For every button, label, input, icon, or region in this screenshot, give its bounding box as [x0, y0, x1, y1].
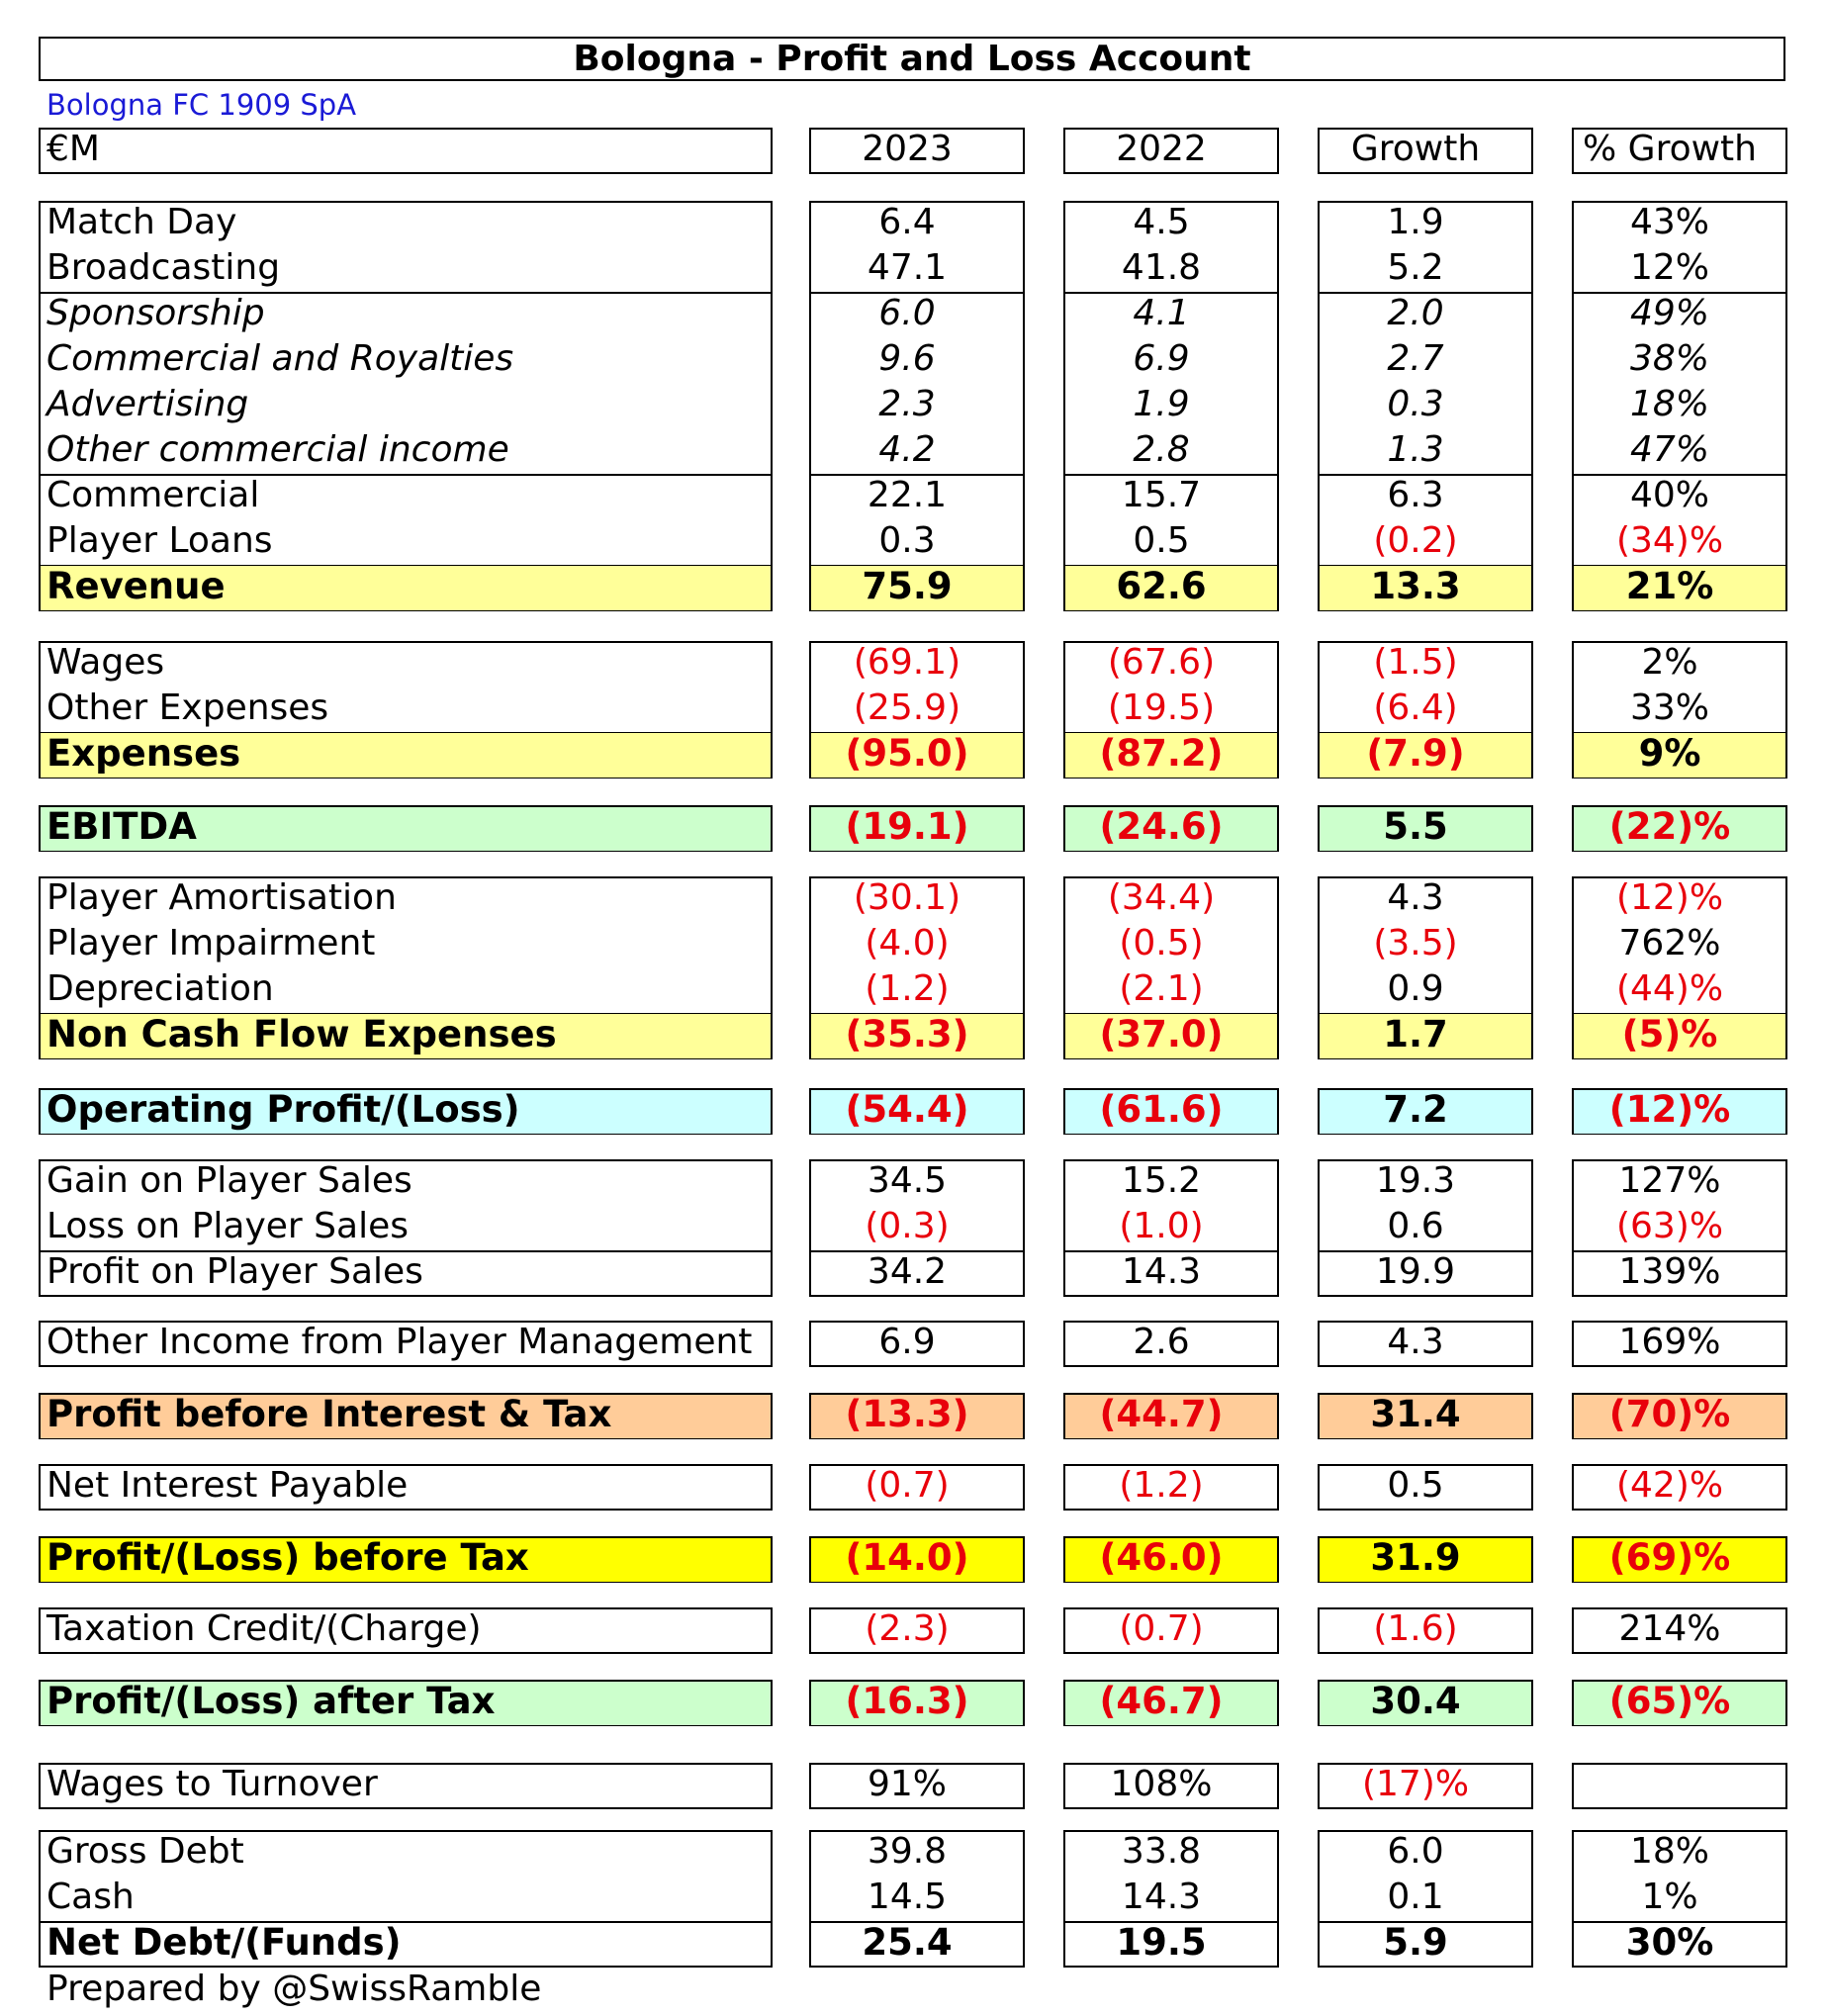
- cell-sponsorship-growth: 49%: [1629, 293, 1709, 333]
- cell-profit-before-interest-tax-growth: 31.4: [1370, 1393, 1461, 1435]
- row-label-profit-on-player-sales: Profit on Player Sales: [46, 1251, 423, 1292]
- cell-sponsorship-2023: 6.0: [878, 293, 936, 333]
- cell-advertising-2023: 2.3: [878, 384, 936, 424]
- cell-net-interest-payable-growth: (42)%: [1615, 1465, 1724, 1506]
- header-label-box: [39, 128, 773, 174]
- column-header-growth: % Growth: [1583, 129, 1757, 169]
- cell-commercial-and-royalties-growth: 2.7: [1387, 338, 1444, 379]
- cell-commercial-growth: 6.3: [1387, 475, 1444, 515]
- cell-player-impairment-2022: (0.5): [1119, 923, 1204, 963]
- footer-credit: Prepared by @SwissRamble: [46, 1969, 542, 2009]
- cell-loss-on-player-sales-growth: (63)%: [1615, 1206, 1724, 1246]
- row-label-player-loans: Player Loans: [46, 520, 273, 561]
- cell-non-cash-flow-expenses-growth: 1.7: [1383, 1013, 1448, 1055]
- cell-expenses-2023: (95.0): [845, 732, 969, 775]
- cell-revenue-2023: 75.9: [862, 565, 953, 607]
- cell-gross-debt-2023: 39.8: [867, 1831, 948, 1872]
- row-label-cash: Cash: [46, 1877, 135, 1917]
- cell-sponsorship-2022: 4.1: [1133, 293, 1190, 333]
- cell-other-income-from-player-management-growth: 169%: [1618, 1322, 1721, 1362]
- cell-operating-profit-loss-2023: (54.4): [845, 1088, 969, 1131]
- cell-operating-profit-loss-growth: (12)%: [1608, 1088, 1731, 1131]
- row-label-broadcasting: Broadcasting: [46, 247, 281, 288]
- column-header-growth: Growth: [1350, 129, 1481, 169]
- cell-loss-on-player-sales-2022: (1.0): [1119, 1206, 1204, 1246]
- cell-cash-2022: 14.3: [1121, 1877, 1202, 1917]
- cell-ebitda-growth: (22)%: [1608, 805, 1731, 848]
- cell-commercial-2023: 22.1: [867, 475, 948, 515]
- cell-player-impairment-growth: 762%: [1618, 923, 1721, 963]
- row-label-taxation-credit-charge: Taxation Credit/(Charge): [46, 1608, 482, 1649]
- cell-advertising-2022: 1.9: [1133, 384, 1190, 424]
- cell-commercial-and-royalties-2022: 6.9: [1133, 338, 1190, 379]
- page-title: Bologna - Profit and Loss Account: [39, 37, 1785, 81]
- cell-gross-debt-growth: 18%: [1629, 1831, 1709, 1872]
- cell-net-debt-funds-growth: 5.9: [1383, 1921, 1448, 1964]
- row-label-commercial: Commercial: [46, 475, 260, 515]
- cell-profit-loss-after-tax-2023: (16.3): [845, 1680, 969, 1722]
- cell-ebitda-growth: 5.5: [1383, 805, 1448, 848]
- cell-taxation-credit-charge-2023: (2.3): [865, 1608, 950, 1649]
- cell-wages-2023: (69.1): [853, 642, 961, 683]
- currency-label: €M: [46, 129, 100, 169]
- cell-player-amortisation-2022: (34.4): [1107, 877, 1216, 918]
- cell-profit-loss-before-tax-2022: (46.0): [1099, 1536, 1224, 1579]
- cell-profit-loss-after-tax-2022: (46.7): [1099, 1680, 1224, 1722]
- row-label-advertising: Advertising: [46, 384, 249, 424]
- row-label-profit-before-interest-tax: Profit before Interest & Tax: [46, 1393, 612, 1435]
- cell-depreciation-2022: (2.1): [1119, 968, 1204, 1009]
- cell-gain-on-player-sales-growth: 127%: [1618, 1160, 1721, 1201]
- cell-profit-loss-before-tax-2023: (14.0): [845, 1536, 969, 1579]
- cell-expenses-growth: 9%: [1638, 732, 1701, 775]
- cell-player-impairment-growth: (3.5): [1373, 923, 1458, 963]
- cell-depreciation-growth: 0.9: [1387, 968, 1444, 1009]
- cell-profit-on-player-sales-2022: 14.3: [1121, 1251, 1202, 1292]
- cell-net-debt-funds-2023: 25.4: [862, 1921, 953, 1964]
- cell-net-interest-payable-2023: (0.7): [865, 1465, 950, 1506]
- row-label-expenses: Expenses: [46, 732, 241, 775]
- cell-gain-on-player-sales-2023: 34.5: [867, 1160, 948, 1201]
- cell-profit-before-interest-tax-2022: (44.7): [1099, 1393, 1224, 1435]
- cell-broadcasting-2023: 47.1: [867, 247, 948, 288]
- row-label-revenue: Revenue: [46, 565, 226, 607]
- cell-commercial-and-royalties-2023: 9.6: [878, 338, 936, 379]
- cell-revenue-growth: 21%: [1625, 565, 1714, 607]
- cell-revenue-growth: 13.3: [1370, 565, 1461, 607]
- cell-player-amortisation-growth: 4.3: [1387, 877, 1444, 918]
- cell-cash-2023: 14.5: [867, 1877, 948, 1917]
- cell-other-commercial-income-growth: 47%: [1629, 429, 1709, 470]
- row-label-other-income-from-player-management: Other Income from Player Management: [46, 1322, 753, 1362]
- cell-other-expenses-2022: (19.5): [1107, 687, 1216, 728]
- cell-player-amortisation-2023: (30.1): [853, 877, 961, 918]
- cell-cash-growth: 0.1: [1387, 1877, 1444, 1917]
- cell-match-day-2022: 4.5: [1133, 202, 1190, 242]
- cell-operating-profit-loss-2022: (61.6): [1099, 1088, 1224, 1131]
- cell-wages-to-turnover-growth: (17)%: [1361, 1764, 1470, 1804]
- cell-other-commercial-income-growth: 1.3: [1387, 429, 1444, 470]
- row-label-wages: Wages: [46, 642, 165, 683]
- cell-other-income-from-player-management-2023: 6.9: [878, 1322, 936, 1362]
- cell-other-expenses-growth: (6.4): [1373, 687, 1458, 728]
- row-label-net-interest-payable: Net Interest Payable: [46, 1465, 409, 1506]
- row-label-other-commercial-income: Other commercial income: [46, 429, 509, 470]
- cell-sponsorship-growth: 2.0: [1387, 293, 1444, 333]
- cell-player-loans-2023: 0.3: [878, 520, 936, 561]
- cell-wages-to-turnover-2022: 108%: [1110, 1764, 1213, 1804]
- cell-wages-growth: 2%: [1641, 642, 1698, 683]
- cell-loss-on-player-sales-2023: (0.3): [865, 1206, 950, 1246]
- cell-other-commercial-income-2023: 4.2: [878, 429, 936, 470]
- cell-player-loans-2022: 0.5: [1133, 520, 1190, 561]
- cell-match-day-2023: 6.4: [878, 202, 936, 242]
- cell-cash-growth: 1%: [1641, 1877, 1698, 1917]
- row-label-commercial-and-royalties: Commercial and Royalties: [46, 338, 514, 379]
- cell-profit-before-interest-tax-2023: (13.3): [845, 1393, 969, 1435]
- cell-broadcasting-growth: 12%: [1629, 247, 1709, 288]
- row-label-match-day: Match Day: [46, 202, 237, 242]
- column-header-2022: 2022: [1116, 129, 1207, 169]
- cell-depreciation-growth: (44)%: [1615, 968, 1724, 1009]
- cell-revenue-2022: 62.6: [1116, 565, 1207, 607]
- cell-ebitda-2023: (19.1): [845, 805, 969, 848]
- row-label-player-amortisation: Player Amortisation: [46, 877, 397, 918]
- cell-taxation-credit-charge-2022: (0.7): [1119, 1608, 1204, 1649]
- cell-profit-on-player-sales-2023: 34.2: [867, 1251, 948, 1292]
- cell-non-cash-flow-expenses-growth: (5)%: [1621, 1013, 1718, 1055]
- cell-net-interest-payable-2022: (1.2): [1119, 1465, 1204, 1506]
- cell-taxation-credit-charge-growth: 214%: [1618, 1608, 1721, 1649]
- cell-player-impairment-2023: (4.0): [865, 923, 950, 963]
- column-header-2023: 2023: [862, 129, 953, 169]
- cell-ebitda-2022: (24.6): [1099, 805, 1224, 848]
- cell-advertising-growth: 18%: [1629, 384, 1709, 424]
- cell-match-day-growth: 43%: [1629, 202, 1709, 242]
- row-label-operating-profit-loss: Operating Profit/(Loss): [46, 1088, 520, 1131]
- value-box: [1572, 1763, 1787, 1809]
- cell-net-interest-payable-growth: 0.5: [1387, 1465, 1444, 1506]
- cell-broadcasting-2022: 41.8: [1121, 247, 1202, 288]
- cell-profit-on-player-sales-growth: 139%: [1618, 1251, 1721, 1292]
- cell-net-debt-funds-growth: 30%: [1625, 1921, 1714, 1964]
- row-label-player-impairment: Player Impairment: [46, 923, 376, 963]
- cell-commercial-and-royalties-growth: 38%: [1629, 338, 1709, 379]
- cell-profit-loss-after-tax-growth: (65)%: [1608, 1680, 1731, 1722]
- cell-commercial-growth: 40%: [1629, 475, 1709, 515]
- row-label-loss-on-player-sales: Loss on Player Sales: [46, 1206, 409, 1246]
- row-label-sponsorship: Sponsorship: [46, 293, 265, 333]
- cell-other-income-from-player-management-2022: 2.6: [1133, 1322, 1190, 1362]
- row-label-ebitda: EBITDA: [46, 805, 197, 848]
- cell-gross-debt-2022: 33.8: [1121, 1831, 1202, 1872]
- cell-profit-before-interest-tax-growth: (70)%: [1608, 1393, 1731, 1435]
- cell-wages-2022: (67.6): [1107, 642, 1216, 683]
- cell-net-debt-funds-2022: 19.5: [1116, 1921, 1207, 1964]
- cell-taxation-credit-charge-growth: (1.6): [1373, 1608, 1458, 1649]
- cell-operating-profit-loss-growth: 7.2: [1383, 1088, 1448, 1131]
- cell-player-loans-growth: (0.2): [1373, 520, 1458, 561]
- cell-broadcasting-growth: 5.2: [1387, 247, 1444, 288]
- cell-expenses-growth: (7.9): [1366, 732, 1465, 775]
- cell-player-loans-growth: (34)%: [1615, 520, 1724, 561]
- row-label-wages-to-turnover: Wages to Turnover: [46, 1764, 378, 1804]
- cell-other-commercial-income-2022: 2.8: [1133, 429, 1190, 470]
- row-label-gross-debt: Gross Debt: [46, 1831, 244, 1872]
- row-label-profit-loss-before-tax: Profit/(Loss) before Tax: [46, 1536, 529, 1579]
- row-label-non-cash-flow-expenses: Non Cash Flow Expenses: [46, 1013, 557, 1055]
- cell-expenses-2022: (87.2): [1099, 732, 1224, 775]
- cell-wages-growth: (1.5): [1373, 642, 1458, 683]
- row-label-depreciation: Depreciation: [46, 968, 274, 1009]
- cell-profit-loss-before-tax-growth: (69)%: [1608, 1536, 1731, 1579]
- cell-other-expenses-2023: (25.9): [853, 687, 961, 728]
- cell-other-expenses-growth: 33%: [1629, 687, 1709, 728]
- cell-match-day-growth: 1.9: [1387, 202, 1444, 242]
- cell-commercial-2022: 15.7: [1121, 475, 1202, 515]
- row-label-profit-loss-after-tax: Profit/(Loss) after Tax: [46, 1680, 496, 1722]
- cell-depreciation-2023: (1.2): [865, 968, 950, 1009]
- cell-wages-to-turnover-2023: 91%: [867, 1764, 947, 1804]
- cell-gain-on-player-sales-growth: 19.3: [1375, 1160, 1456, 1201]
- row-label-gain-on-player-sales: Gain on Player Sales: [46, 1160, 412, 1201]
- cell-non-cash-flow-expenses-2022: (37.0): [1099, 1013, 1224, 1055]
- cell-player-amortisation-growth: (12)%: [1615, 877, 1724, 918]
- row-label-net-debt-funds: Net Debt/(Funds): [46, 1921, 402, 1964]
- cell-advertising-growth: 0.3: [1387, 384, 1444, 424]
- cell-gross-debt-growth: 6.0: [1387, 1831, 1444, 1872]
- cell-profit-loss-after-tax-growth: 30.4: [1370, 1680, 1461, 1722]
- cell-non-cash-flow-expenses-2023: (35.3): [845, 1013, 969, 1055]
- cell-gain-on-player-sales-2022: 15.2: [1121, 1160, 1202, 1201]
- cell-loss-on-player-sales-growth: 0.6: [1387, 1206, 1444, 1246]
- company-name: Bologna FC 1909 SpA: [46, 88, 357, 122]
- cell-profit-on-player-sales-growth: 19.9: [1375, 1251, 1456, 1292]
- cell-profit-loss-before-tax-growth: 31.9: [1370, 1536, 1461, 1579]
- row-label-other-expenses: Other Expenses: [46, 687, 329, 728]
- cell-other-income-from-player-management-growth: 4.3: [1387, 1322, 1444, 1362]
